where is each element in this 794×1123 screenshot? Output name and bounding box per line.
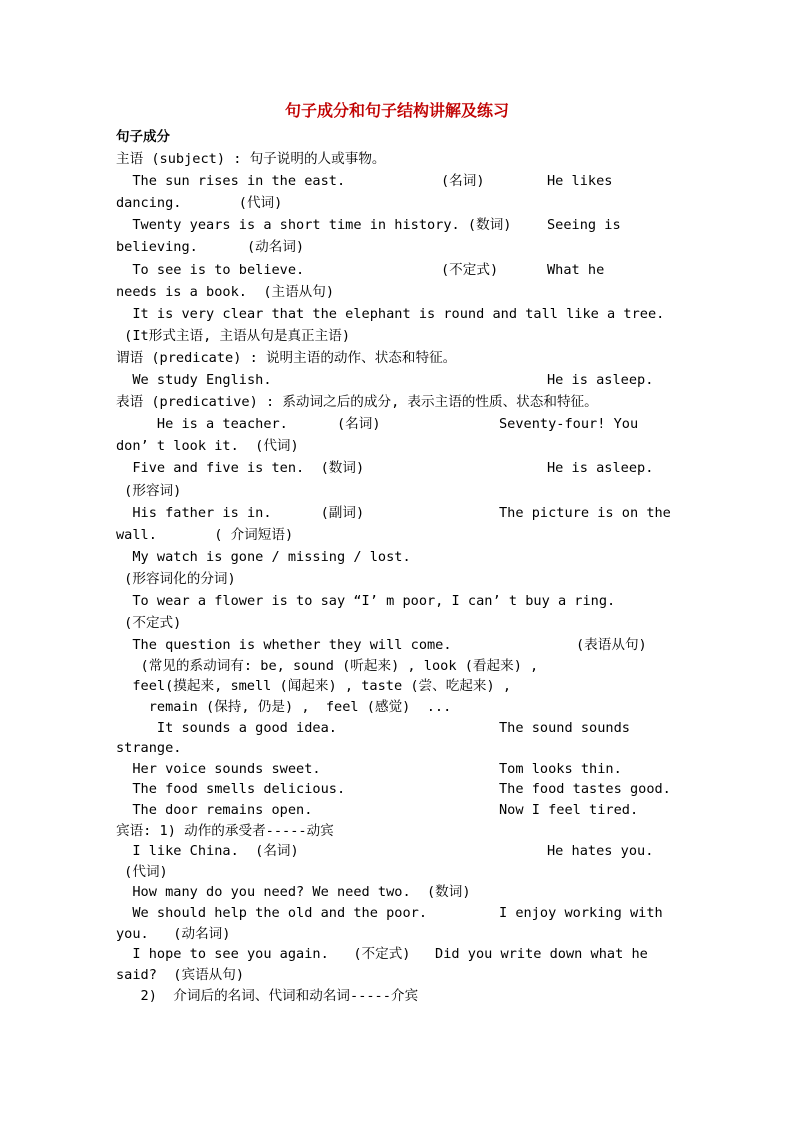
line-text: feel(摸起来, smell (闻起来) , taste (尝、吃起来) ,: [116, 678, 512, 695]
line-column-text: I enjoy working with: [499, 905, 663, 922]
line-text: It sounds a good idea.: [116, 719, 337, 736]
line-text: dancing. (代词): [116, 195, 283, 212]
line-column-text: Seeing is: [547, 217, 621, 234]
line-column-text: The food tastes good.: [499, 781, 671, 798]
line-column-text: He is asleep.: [547, 372, 654, 389]
text-line: [116, 502, 676, 524]
line-column-text: The picture is on the: [499, 504, 671, 521]
line-column-text: Tom looks thin.: [499, 760, 622, 777]
line-text: I like China. (名词): [116, 843, 299, 860]
line-text: The food smells delicious.: [116, 781, 346, 798]
line-text: you. (动名词): [116, 925, 231, 942]
text-line: [116, 214, 676, 236]
line-text: 宾语: 1) 动作的承受者-----动宾: [116, 822, 334, 839]
text-line: [116, 369, 676, 391]
line-text: The door remains open.: [116, 802, 313, 819]
text-line: [116, 546, 676, 568]
line-text: 表语 (predicative) : 系动词之后的成分, 表示主语的性质、状态和特征。: [116, 394, 598, 411]
line-text: (代词): [116, 863, 168, 880]
line-text: don’ t look it. (代词): [116, 438, 299, 455]
text-line: [116, 457, 676, 479]
text-line: [116, 820, 676, 842]
text-line: [116, 568, 676, 590]
line-text: I hope to see you again. (不定式) Did you write down what he: [116, 946, 648, 963]
line-text: It is very clear that the elephant is round and tall like a tree.: [116, 305, 665, 322]
text-line: [116, 236, 676, 258]
line-text: Five and five is ten. (数词): [116, 460, 365, 477]
text-line: [116, 192, 676, 214]
document-title: 句子成分和句子结构讲解及练习: [284, 101, 509, 120]
text-line: [116, 148, 676, 170]
line-text: Her voice sounds sweet.: [116, 760, 321, 777]
text-line: [116, 590, 676, 612]
text-line: [116, 435, 676, 457]
line-text: wall. ( 介词短语): [116, 526, 294, 543]
line-text: 谓语 (predicate) : 说明主语的动作、状态和特征。: [116, 349, 457, 366]
text-line: [116, 758, 676, 780]
text-line: [116, 923, 676, 945]
line-text: needs is a book. (主语从句): [116, 283, 335, 300]
text-line: [116, 696, 676, 718]
text-line: [116, 634, 676, 656]
text-line: [116, 675, 676, 697]
text-line: [116, 778, 676, 800]
line-column-text: He likes: [547, 173, 613, 190]
line-text: said? (宾语从句): [116, 966, 245, 983]
text-line: [116, 325, 676, 347]
text-line: [116, 964, 676, 986]
text-line: [116, 259, 676, 281]
line-column-text: What he: [547, 261, 605, 278]
line-text: My watch is gone / missing / lost.: [116, 548, 411, 565]
text-line: [116, 737, 676, 759]
text-line: [116, 717, 676, 739]
line-text: Twenty years is a short time in history. (数词): [116, 217, 512, 234]
line-text: The sun rises in the east.: [116, 173, 346, 190]
line-text: His father is in. (副词): [116, 504, 365, 521]
line-text: To see is to believe.: [116, 261, 305, 278]
line-text: 句子成分: [116, 129, 170, 145]
line-text: strange.: [116, 740, 182, 757]
document-body: [116, 126, 676, 1007]
line-column-text: (名词): [441, 173, 485, 190]
text-line: [116, 881, 676, 903]
text-line: [116, 281, 676, 303]
line-text: (It形式主语, 主语从句是真正主语): [116, 327, 351, 344]
line-column-text: He hates you.: [547, 843, 654, 860]
section-heading: [116, 126, 676, 148]
line-text: We should help the old and the poor.: [116, 905, 427, 922]
line-text: 主语 (subject) : 句子说明的人或事物。: [116, 151, 386, 168]
text-line: [116, 391, 676, 413]
line-text: (形容词): [116, 482, 182, 499]
text-line: [116, 524, 676, 546]
text-line: [116, 612, 676, 634]
text-line: [116, 985, 676, 1007]
line-text: (常见的系动词有: be, sound (听起来) , look (看起来) ,: [116, 657, 539, 674]
line-column-text: (表语从句): [576, 637, 647, 654]
line-column-text: Now I feel tired.: [499, 802, 639, 819]
line-text: 2) 介词后的名词、代词和动名词-----介宾: [116, 987, 419, 1004]
line-column-text: He is asleep.: [547, 460, 654, 477]
line-column-text: (不定式): [441, 261, 499, 278]
text-line: [116, 902, 676, 924]
text-line: [116, 861, 676, 883]
line-column-text: The sound sounds: [499, 719, 630, 736]
text-line: [116, 303, 676, 325]
line-column-text: Seventy-four! You: [499, 416, 639, 433]
line-text: (不定式): [116, 615, 182, 632]
line-text: believing. (动名词): [116, 239, 305, 256]
text-line: [116, 840, 676, 862]
line-text: (形容词化的分词): [116, 570, 236, 587]
text-line: [116, 655, 676, 677]
text-line: [116, 799, 676, 821]
line-text: To wear a flower is to say “I’ m poor, I can’ t buy a ring.: [116, 592, 616, 609]
line-text: The question is whether they will come.: [116, 637, 452, 654]
text-line: [116, 170, 676, 192]
line-text: remain (保持, 仍是) , feel (感觉) ...: [116, 698, 452, 715]
text-line: [116, 943, 676, 965]
text-line: [116, 480, 676, 502]
line-text: He is a teacher. (名词): [116, 416, 381, 433]
line-text: How many do you need? We need two. (数词): [116, 884, 471, 901]
line-text: We study English.: [116, 372, 272, 389]
text-line: [116, 413, 676, 435]
text-line: [116, 347, 676, 369]
